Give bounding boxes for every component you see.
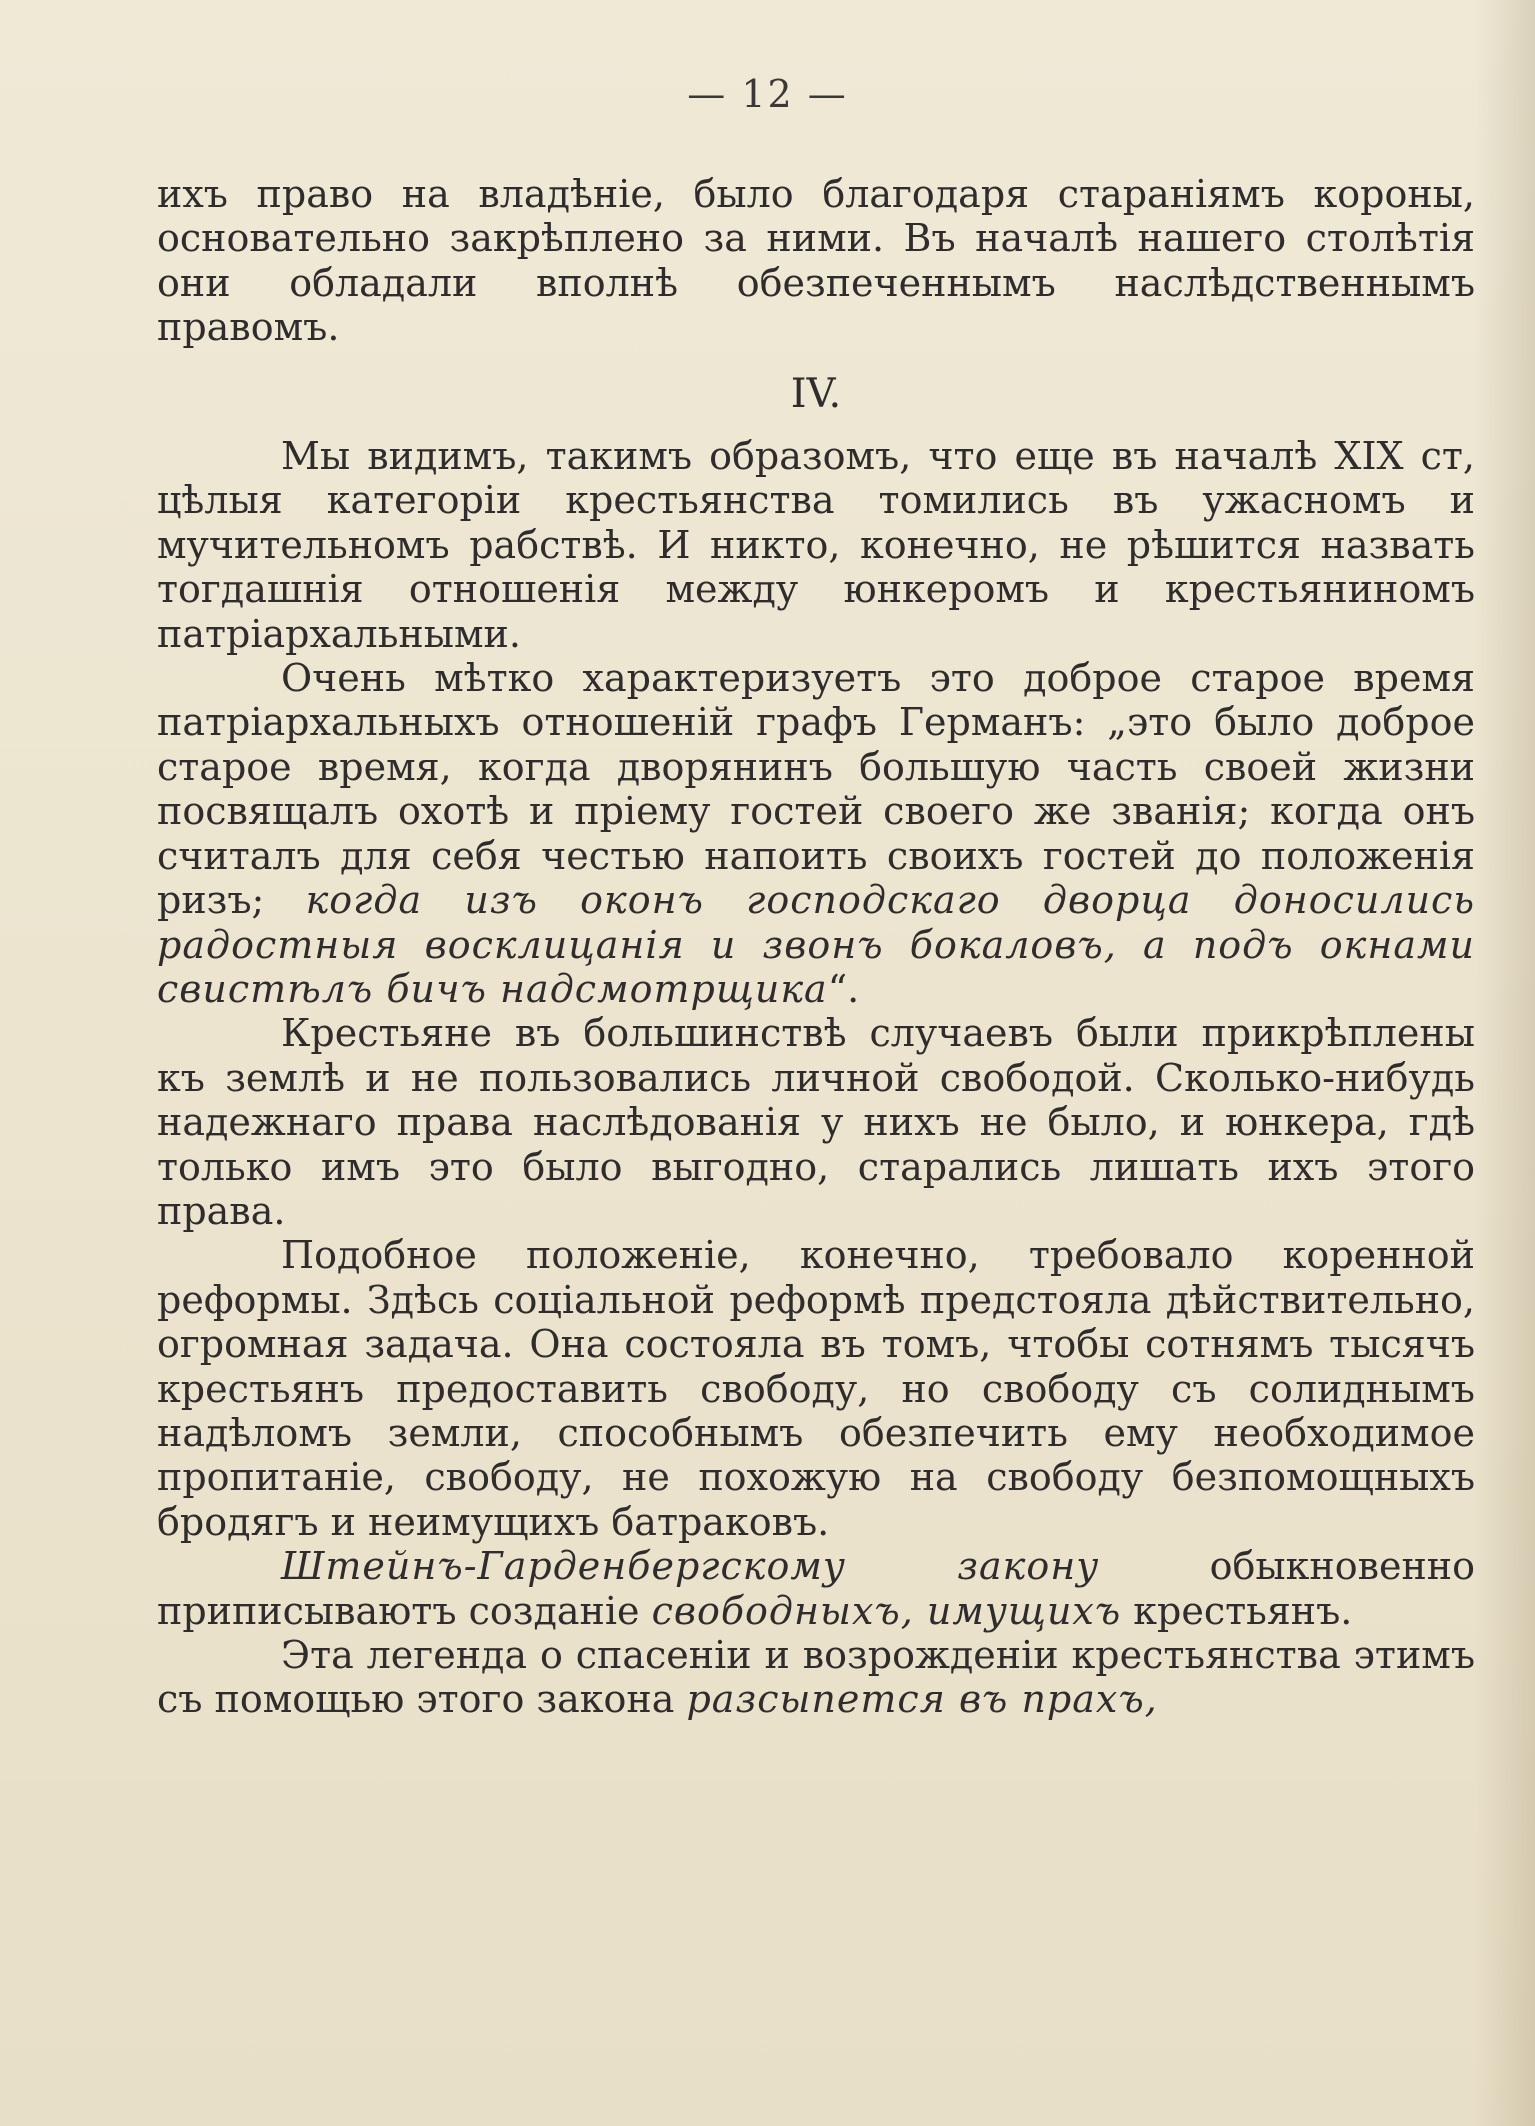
paragraph-5 bbox=[157, 1544, 1475, 1633]
page-body bbox=[157, 172, 1475, 1722]
paragraph-5-law-name: Штейнъ-Гарденбергскому закону bbox=[281, 1544, 1100, 1589]
paragraph-6-text: Эта легенда о спасеніи и возрожденіи крестьянства этимъ съ помощью этого закона bbox=[157, 1633, 1475, 1722]
paragraph-3 bbox=[157, 1011, 1475, 1233]
paragraph-1-text: Мы видимъ, такимъ образомъ, что еще въ началѣ XIX ст, цѣлыя категоріи крестьянства томились въ ужасномъ и мучительномъ рабствѣ. И никто, конечно, не рѣшится назвать тогдашнія отношенія между юнкеромъ и крестьяниномъ патріархальными. bbox=[157, 434, 1475, 656]
paragraph-6-italic: разсыпется въ прахъ, bbox=[686, 1677, 1158, 1722]
paragraph-5-end: крестьянъ. bbox=[1121, 1588, 1353, 1633]
paragraph-1 bbox=[157, 434, 1475, 656]
paragraph-5-italic-phrase: свободныхъ, имущихъ bbox=[651, 1588, 1122, 1633]
paragraph-intro-text: ихъ право на владѣніе, было благодаря стараніямъ короны, основательно закрѣплено за ними. Въ началѣ нашего столѣтія они обладали вполнѣ обезпеченнымъ наслѣдственнымъ правомъ. bbox=[157, 172, 1475, 350]
paragraph-3-text: Крестьяне въ большинствѣ случаевъ были прикрѣплены къ землѣ и не пользовались личной свободой. Сколько-нибудь надежнаго права наслѣдованія у нихъ не было, и юнкера, гдѣ только имъ это было выгодно, старались лишать ихъ этого права. bbox=[157, 1011, 1475, 1233]
paragraph-4-text: Подобное положеніе, конечно, требовало коренной реформы. Здѣсь соціальной реформѣ предстояла дѣйствительно, огромная задача. Она состояла въ томъ, чтобы сотнямъ тысячъ крестьянъ предоставить свободу, но свободу съ солиднымъ надѣломъ земли, способнымъ обезпечить ему необходимое пропитаніе, свободу, не похожую на свободу безпомощныхъ бродягъ и неимущихъ батраковъ. bbox=[157, 1233, 1475, 1544]
paragraph-2-text: Очень мѣтко характеризуетъ это доброе старое время патріархальныхъ отношеній графъ Германъ: „это было доброе старое время, когда дворянинъ большую часть своей жизни посвящалъ охотѣ и пріему гостей своего же званія; когда онъ считалъ для себя честью напоить своихъ гостей до положенія ризъ; bbox=[157, 656, 1475, 923]
paragraph-6 bbox=[157, 1633, 1475, 1722]
paragraph-5-text: обыкновенно приписываютъ созданіе bbox=[157, 1544, 1475, 1633]
paragraph-4 bbox=[157, 1233, 1475, 1544]
section-heading: IV. bbox=[790, 370, 842, 417]
paragraph-2-quote-close: “. bbox=[827, 966, 860, 1011]
paragraph-2 bbox=[157, 656, 1475, 1011]
paragraph-intro bbox=[157, 172, 1475, 350]
page-number: — 12 — bbox=[687, 72, 848, 116]
paragraph-2-quote-italic: когда изъ оконъ господскаго дворца доносились радостныя восклицанія и звонъ бокаловъ, а подъ окнами свистѣлъ бичъ надсмотрщика bbox=[157, 878, 1476, 1011]
